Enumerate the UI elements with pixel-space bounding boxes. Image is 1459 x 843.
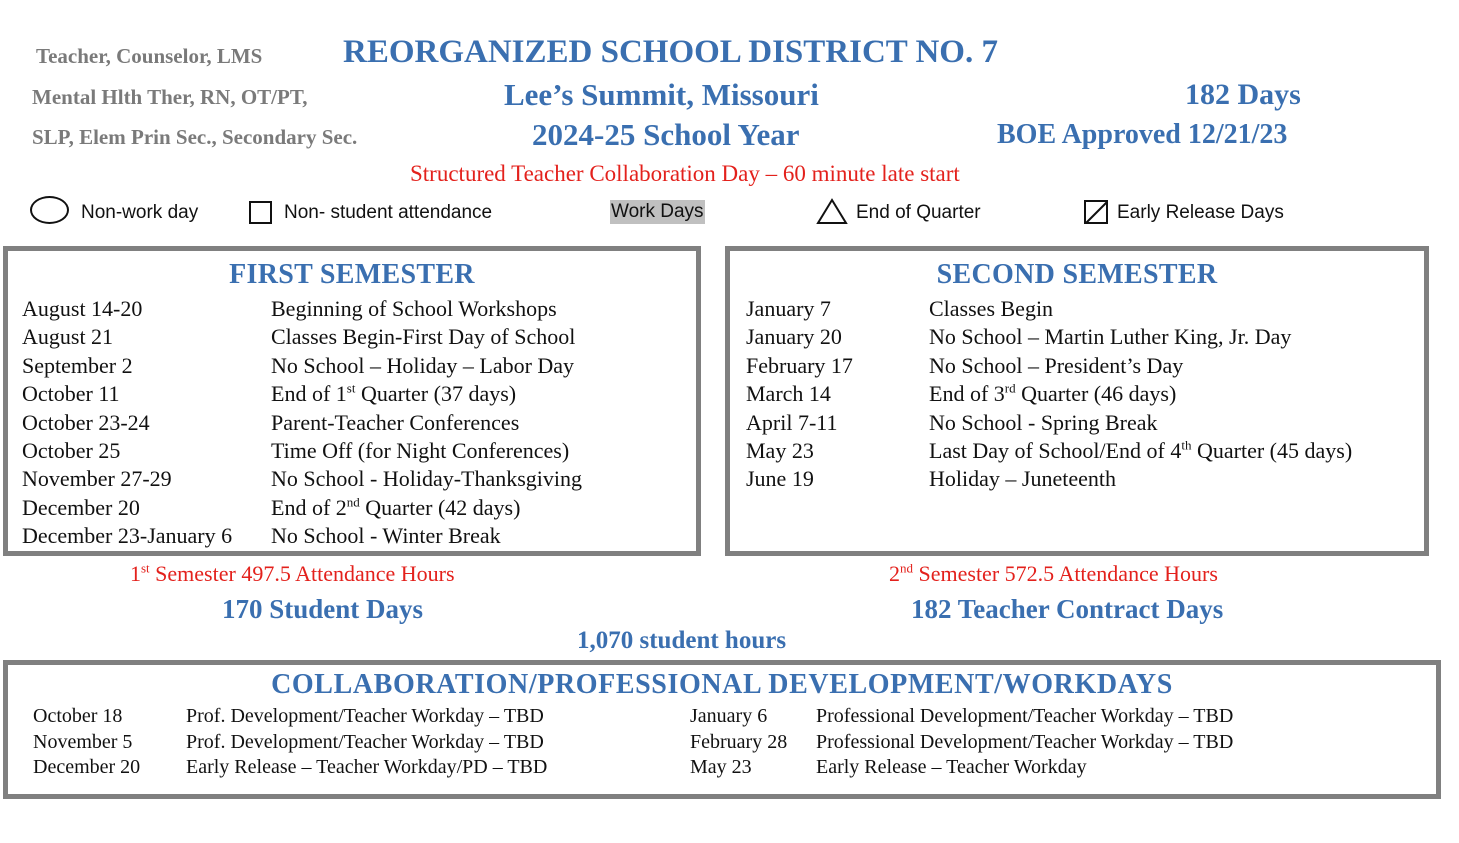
row-description: Last Day of School/End of 4th Quarter (45 days) xyxy=(929,437,1353,463)
row-date: April 7-11 xyxy=(746,409,838,435)
collab-date: May 23 xyxy=(690,756,752,778)
collab-description: Early Release – Teacher Workday xyxy=(816,756,1087,778)
second-semester-hours: 2nd Semester 572.5 Attendance Hours xyxy=(889,560,1218,586)
row-date: May 23 xyxy=(746,438,814,463)
city-title: Lee’s Summit, Missouri xyxy=(504,77,819,112)
row-description: Time Off (for Night Conferences) xyxy=(271,438,570,463)
staff-line-2: Mental Hlth Ther, RN, OT/PT, xyxy=(32,85,308,109)
collab-date: October 18 xyxy=(33,705,123,727)
collab-note: Structured Teacher Collaboration Day – 60 minute late start xyxy=(410,161,960,186)
row-date: March 14 xyxy=(746,381,831,407)
collab-title: COLLABORATION/PROFESSIONAL DEVELOPMENT/WORKDAYS xyxy=(271,669,1173,700)
oval-icon xyxy=(30,196,69,224)
second-semester-panel xyxy=(725,246,1429,556)
row-description: No School – President’s Day xyxy=(929,352,1184,378)
staff-line-3: SLP, Elem Prin Sec., Secondary Sec. xyxy=(32,125,358,149)
first-semester-panel xyxy=(3,246,701,556)
collab-date: December 20 xyxy=(33,756,141,778)
row-date: October 23-24 xyxy=(22,409,150,435)
student-hours: 1,070 student hours xyxy=(577,627,787,654)
collab-description: Professional Development/Teacher Workday – TBD xyxy=(816,705,1234,727)
row-date: October 25 xyxy=(22,438,121,463)
row-description: No School – Martin Luther King, Jr. Day xyxy=(929,324,1292,350)
row-date: December 23-January 6 xyxy=(22,523,233,549)
collab-description: Early Release – Teacher Workday/PD – TBD xyxy=(186,756,548,778)
boe-approved: BOE Approved 12/21/23 xyxy=(997,119,1288,150)
row-description: Classes Begin xyxy=(929,296,1054,321)
second-semester-title: SECOND SEMESTER xyxy=(936,259,1218,290)
row-date: August 21 xyxy=(22,324,114,350)
days-count: 182 Days xyxy=(1185,78,1301,111)
legend-work-days: Work Days xyxy=(611,201,704,222)
row-date: February 17 xyxy=(746,352,853,378)
first-semester-hours: 1st Semester 497.5 Attendance Hours xyxy=(130,560,455,586)
row-description: No School - Spring Break xyxy=(929,409,1158,435)
collab-date: November 5 xyxy=(33,730,133,753)
row-description: Classes Begin-First Day of School xyxy=(271,324,576,350)
row-date: June 19 xyxy=(746,466,814,492)
row-description: Parent-Teacher Conferences xyxy=(271,409,520,435)
legend-non-student: Non- student attendance xyxy=(284,202,493,223)
teacher-contract-days: 182 Teacher Contract Days xyxy=(911,594,1224,624)
legend-end-quarter: End of Quarter xyxy=(856,202,981,223)
collab-description: Prof. Development/Teacher Workday – TBD xyxy=(186,705,544,727)
row-description: No School – Holiday – Labor Day xyxy=(271,352,575,378)
collab-date: January 6 xyxy=(690,705,768,727)
first-semester-title: FIRST SEMESTER xyxy=(229,259,475,290)
row-description: No School - Holiday-Thanksgiving xyxy=(271,466,583,492)
legend-non-work: Non-work day xyxy=(81,202,199,223)
row-date: September 2 xyxy=(22,352,133,378)
collab-panel xyxy=(3,660,1441,799)
row-date: October 11 xyxy=(22,381,120,407)
collab-date: February 28 xyxy=(690,730,788,753)
row-description: End of 3rd Quarter (46 days) xyxy=(929,380,1177,407)
school-year: 2024-25 School Year xyxy=(532,117,800,152)
slashed-square-icon xyxy=(1084,200,1109,225)
row-date: November 27-29 xyxy=(22,466,172,492)
row-description: Beginning of School Workshops xyxy=(271,296,557,321)
row-description: No School - Winter Break xyxy=(271,523,501,549)
legend-early-release: Early Release Days xyxy=(1117,202,1284,223)
row-date: December 20 xyxy=(22,494,140,520)
row-description: End of 1st Quarter (37 days) xyxy=(271,380,517,407)
row-description: End of 2nd Quarter (42 days) xyxy=(271,494,521,520)
row-date: January 20 xyxy=(746,324,842,350)
square-icon xyxy=(249,201,272,224)
staff-line-1: Teacher, Counselor, LMS xyxy=(36,44,263,68)
row-date: January 7 xyxy=(746,296,831,321)
row-description: Holiday – Juneteenth xyxy=(929,466,1116,492)
collab-description: Prof. Development/Teacher Workday – TBD xyxy=(186,730,544,753)
district-title: REORGANIZED SCHOOL DISTRICT NO. 7 xyxy=(343,34,998,70)
triangle-icon xyxy=(816,198,848,225)
row-date: August 14-20 xyxy=(22,296,143,321)
student-days: 170 Student Days xyxy=(222,594,424,624)
collab-description: Professional Development/Teacher Workday – TBD xyxy=(816,730,1234,753)
